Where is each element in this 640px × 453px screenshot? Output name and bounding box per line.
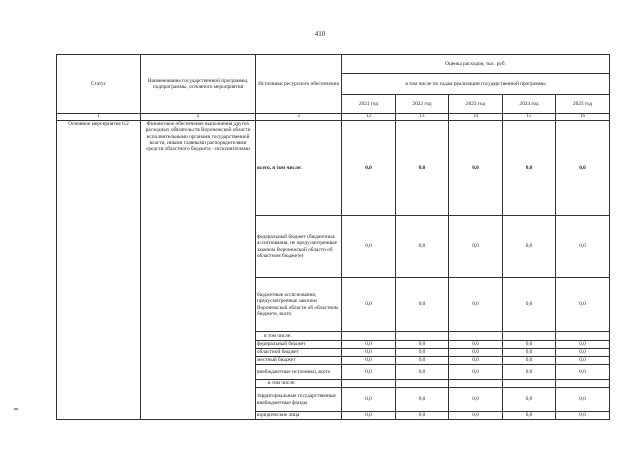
source-label: местный бюджет: [256, 357, 342, 365]
value-cell: 0,0: [396, 278, 449, 332]
header-year: 2021 год: [342, 95, 396, 114]
header-year: 2024 год: [503, 95, 556, 114]
header-year: 2023 год: [449, 95, 503, 114]
value-cell: 0,0: [396, 365, 449, 380]
value-cell: 0,0: [449, 216, 503, 278]
value-cell: 0,0: [503, 388, 556, 412]
column-number: 13: [396, 114, 449, 121]
column-number: 12: [342, 114, 396, 121]
header-by-year: в том числе по годам реализации государственной программы: [342, 74, 610, 95]
source-label: бюджетные ассигнования, предусмотренные законом Воронежской области об областном бюджете, всего: [256, 278, 342, 332]
value-cell: 0,0: [449, 341, 503, 349]
value-cell: 0,0: [449, 278, 503, 332]
value-cell: 0,0: [396, 349, 449, 357]
header-sources: Источники ресурсного обеспечения: [256, 55, 342, 114]
measure-name-cell: Финансовое обеспечение выполнения других расходных обязательств Воронежской области исполнительными органами государственной власти, иными главными распорядителями средств областного бюджета - исполнителями: [141, 121, 256, 420]
column-number: 2: [141, 114, 256, 121]
column-number: 16: [556, 114, 610, 121]
status-cell: Основное мероприятие 6.2: [57, 121, 141, 420]
value-cell: 0,0: [396, 357, 449, 365]
source-label: юридические лица: [256, 412, 342, 420]
value-cell: 0,0: [396, 341, 449, 349]
value-cell: 0,0: [556, 341, 610, 349]
value-cell: 0,0: [396, 412, 449, 420]
value-cell: 0,0: [342, 278, 396, 332]
value-cell: 0,0: [342, 216, 396, 278]
column-number: 3: [256, 114, 342, 121]
value-cell: [342, 332, 396, 341]
header-year: 2022 год: [396, 95, 449, 114]
value-cell: 0,0: [556, 278, 610, 332]
value-cell: 0,0: [449, 349, 503, 357]
value-cell: [449, 332, 503, 341]
page-number: 410: [314, 30, 326, 38]
source-label: в том числе:: [256, 380, 342, 388]
source-label: внебюджетные источники, всего: [256, 365, 342, 380]
value-cell: 0,0: [556, 349, 610, 357]
value-cell: 0,0: [449, 388, 503, 412]
value-cell: 0,0: [503, 216, 556, 278]
value-cell: 0,0: [342, 357, 396, 365]
value-cell: 0,0: [449, 121, 503, 216]
value-cell: 0,0: [503, 278, 556, 332]
column-number: 1: [57, 114, 141, 121]
value-cell: 0,0: [449, 365, 503, 380]
value-cell: 0,0: [449, 412, 503, 420]
value-cell: [556, 332, 610, 341]
value-cell: 0,0: [556, 216, 610, 278]
margin-mark: [14, 408, 18, 410]
value-cell: 0,0: [503, 365, 556, 380]
source-label: федеральный бюджет (бюджетные ассигнования, не предусмотренные законом Воронежской области об областном бюджете): [256, 216, 342, 278]
value-cell: [396, 380, 449, 388]
source-label: областной бюджет: [256, 349, 342, 357]
source-label: в том числе:: [256, 332, 342, 341]
value-cell: 0,0: [342, 365, 396, 380]
value-cell: 0,0: [556, 412, 610, 420]
column-number: 15: [503, 114, 556, 121]
value-cell: 0,0: [342, 121, 396, 216]
value-cell: 0,0: [396, 121, 449, 216]
value-cell: 0,0: [449, 357, 503, 365]
value-cell: 0,0: [503, 121, 556, 216]
value-cell: 0,0: [556, 388, 610, 412]
value-cell: 0,0: [396, 388, 449, 412]
header-status: Статус: [57, 55, 141, 114]
source-label: территориальные государственные внебюджетные фонды: [256, 388, 342, 412]
header-name: Наименование государственной программы, подпрограммы, основного мероприятия: [141, 55, 256, 114]
source-label: всего, в том числе:: [256, 121, 342, 216]
value-cell: [503, 332, 556, 341]
value-cell: 0,0: [342, 349, 396, 357]
value-cell: [342, 380, 396, 388]
value-cell: 0,0: [503, 341, 556, 349]
value-cell: 0,0: [556, 121, 610, 216]
budget-table: [56, 54, 610, 420]
value-cell: 0,0: [556, 357, 610, 365]
value-cell: 0,0: [396, 216, 449, 278]
source-label: федеральный бюджет: [256, 341, 342, 349]
column-number: 14: [449, 114, 503, 121]
value-cell: [449, 380, 503, 388]
value-cell: [503, 380, 556, 388]
header-year: 2025 год: [556, 95, 610, 114]
value-cell: [556, 380, 610, 388]
value-cell: 0,0: [342, 341, 396, 349]
value-cell: 0,0: [503, 349, 556, 357]
value-cell: 0,0: [503, 357, 556, 365]
value-cell: 0,0: [342, 388, 396, 412]
value-cell: 0,0: [556, 365, 610, 380]
value-cell: [396, 332, 449, 341]
value-cell: 0,0: [342, 412, 396, 420]
header-estimate: Оценка расходов, тыс. руб.: [342, 55, 610, 74]
value-cell: 0,0: [503, 412, 556, 420]
table-row: [57, 121, 610, 216]
